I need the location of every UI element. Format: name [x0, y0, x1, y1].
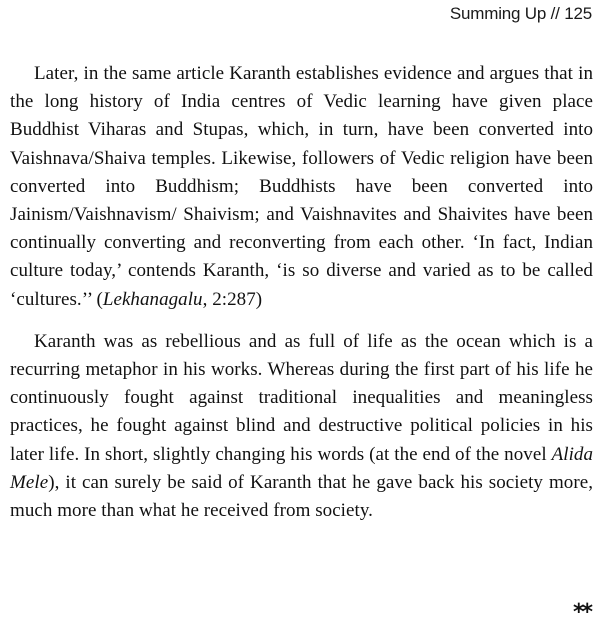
paragraph-1-italic-title: Lekhanagalu — [102, 288, 203, 310]
paragraph-1-citation: , 2:287) — [202, 288, 263, 310]
paragraph-1-text: Later, in the same article Karanth establishes evidence and argues that in the long history of India centres of Vedic learning have given place Buddhist Viharas and Stupas, which, in turn, have been converted into Vaishnava/Shaiva temples. Likewise, followers of Vedic religion have been converted into Buddhism; Buddhists have been converted into Jainism/Vaishnavism/ Shaivism; and Vaishnavites and Shaivites have been continually converting and reconverting from each other. ‘In fact, Indian culture today,’ contends Karanth, ‘is so diverse and varied as to be called ‘cultures.’’ ( — [10, 63, 593, 310]
section-end-ornament: ** — [572, 600, 590, 625]
paragraph-2-italic-title: Alida Mele — [10, 443, 593, 493]
paragraph-1 — [10, 60, 593, 314]
paragraph-2-text: Karanth was as rebellious and as full of life as the ocean which is a recurring metaphor in his works. Whereas during the first part of his life he continuously fought against traditional inequalities and meaningless practices, he fought against blind and destructive political policies in his later life. In short, slightly changing his words (at the end of the novel — [10, 330, 593, 465]
body-text — [10, 60, 593, 525]
paragraph-2 — [10, 328, 593, 525]
paragraph-2-ending: ), it can surely be said of Karanth that he gave back his society more, much more than what he received from society. — [10, 471, 593, 522]
running-header: Summing Up // 125 — [449, 4, 592, 23]
